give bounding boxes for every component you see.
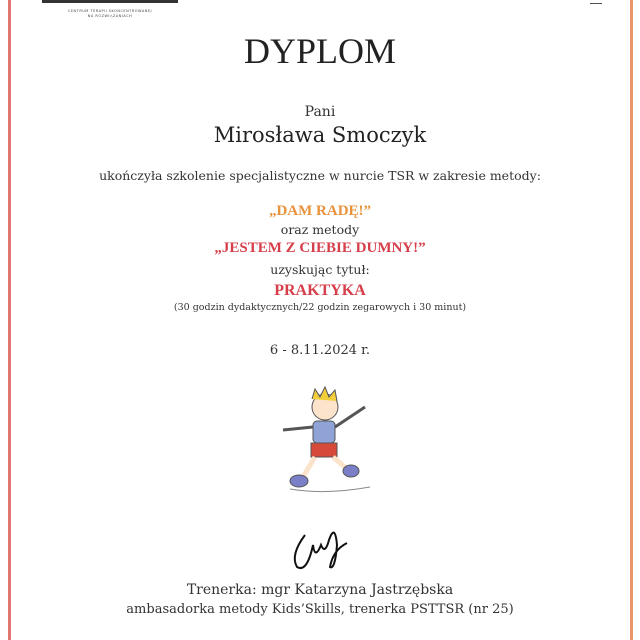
- signature: [285, 515, 355, 575]
- logo: [40, 0, 180, 19]
- running-boy-illustration: [275, 385, 375, 500]
- method-1: „DAM RADĘ!”: [268, 203, 372, 219]
- logo-subtitle: CENTRUM TERAPII SKONCENTROWANEJ: [67, 9, 153, 13]
- corner-mark: [590, 0, 602, 4]
- hours-text: (30 godzin dydaktycznych/22 godzin zegarowych i 30 minut): [173, 302, 467, 313]
- diploma-title: DYPLOM: [243, 31, 396, 71]
- border-left: [8, 0, 11, 640]
- obtaining-text: uzyskując tytuł:: [270, 262, 370, 277]
- logo-subtitle-2: NA ROZWIĄZANIACH: [87, 14, 133, 18]
- trainer-role: ambasadorka metody Kids’Skills, trenerka PSTTSR (nr 25): [126, 602, 514, 617]
- method-2: „JESTEM Z CIEBIE DUMNY!”: [214, 240, 426, 256]
- salutation: Pani: [304, 104, 336, 120]
- trainer-name: Trenerka: mgr Katarzyna Jastrzębska: [186, 582, 454, 598]
- recipient-name: Mirosława Smoczyk: [213, 123, 427, 147]
- date: 6 - 8.11.2024 r.: [269, 343, 371, 358]
- completed-text: ukończyła szkolenie specjalistyczne w nurcie TSR w zakresie metody:: [99, 168, 541, 183]
- degree-title: PRAKTYKA: [274, 282, 366, 299]
- and-method: oraz metody: [280, 222, 360, 237]
- border-right: [630, 0, 633, 640]
